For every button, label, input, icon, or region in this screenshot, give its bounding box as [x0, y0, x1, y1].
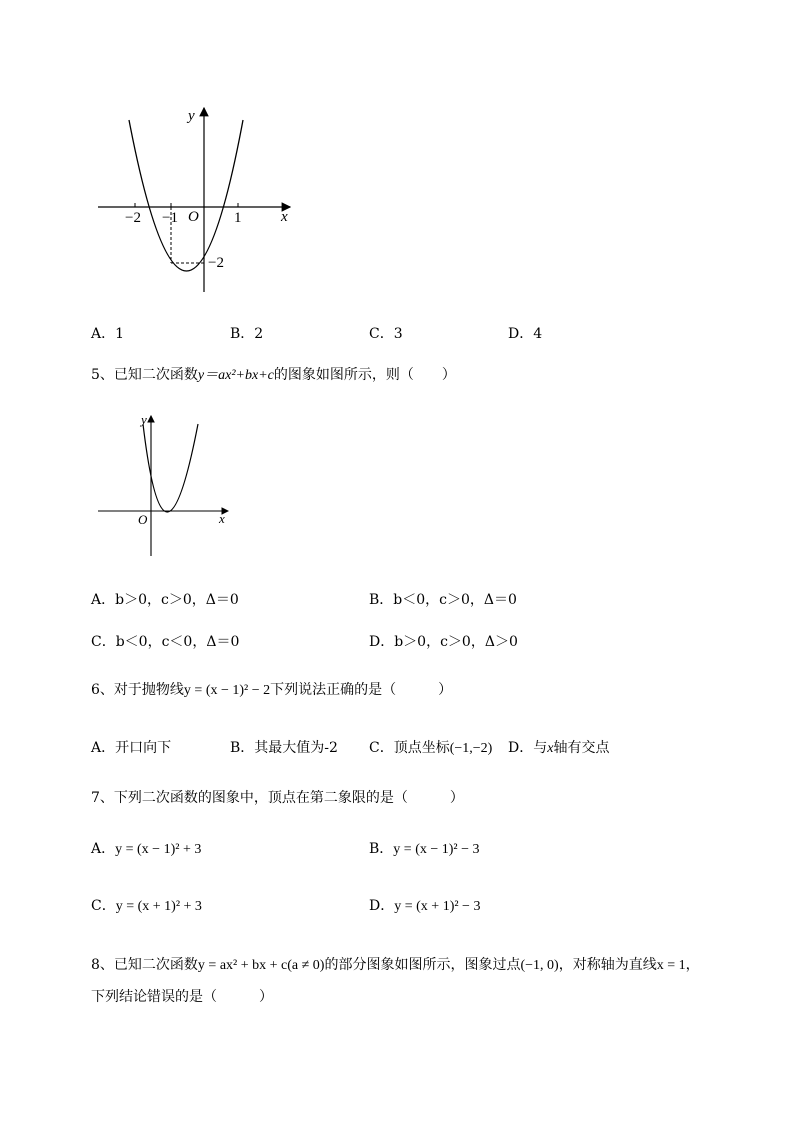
- q7-option-a: [91, 840, 201, 859]
- origin-label: O: [188, 209, 199, 225]
- q6-option-a: A．开口向下: [91, 740, 172, 756]
- q7-option-d-formula: y = (x + 1)² − 3: [394, 899, 481, 914]
- q5-option-a: A．b＞0，c＞0，Δ＝0: [91, 592, 239, 608]
- tick-label-1: 1: [234, 210, 242, 226]
- q6-option-d-var: x: [547, 741, 554, 756]
- q4-option-c: C．3: [369, 326, 403, 342]
- q5-prefix: 5、已知二次函数: [91, 367, 198, 383]
- q7-option-b-formula: y = (x − 1)² − 3: [393, 842, 480, 857]
- axis-label-x: x: [219, 511, 225, 526]
- q8-stem-line2: 下列结论错误的是（ ）: [91, 989, 273, 1005]
- q7-option-c-label: C．: [91, 898, 116, 914]
- q5-option-d: D．b＞0，c＞0，Δ＞0: [369, 634, 518, 650]
- tick-label-neg2: −2: [125, 210, 141, 226]
- q5-option-c: C．b＜0，c＜0，Δ＝0: [91, 634, 240, 650]
- q8-axis: x = 1: [656, 958, 686, 973]
- q4-option-a: A．1: [91, 326, 125, 342]
- q8-formula: y = ax² + bx + c(a ≠ 0): [197, 958, 325, 973]
- q7-option-a-label: A．: [91, 841, 116, 857]
- q7-stem: 7、下列二次函数的图象中，顶点在第二象限的是（ ）: [91, 790, 464, 806]
- q7-option-b: [369, 840, 480, 859]
- q8-mid2: ，对称轴为直线: [558, 957, 657, 973]
- q8-prefix: 8、已知二次函数: [91, 957, 198, 973]
- q6-option-d: [508, 739, 609, 758]
- axis-label-y: y: [188, 108, 195, 124]
- q6-stem: [91, 681, 452, 700]
- q5-formula: y＝ax²+bx+c: [197, 368, 274, 383]
- q6-suffix: 下列说法正确的是（ ）: [270, 682, 453, 698]
- q6-option-c: [369, 739, 492, 758]
- q6-formula: y = (x − 1)² − 2: [183, 683, 271, 698]
- figure-parabola-2: [90, 410, 240, 560]
- parabola-curve: [129, 120, 243, 271]
- q7-option-a-formula: y = (x − 1)² + 3: [115, 842, 202, 857]
- q6-option-c-formula: (−1,−2): [449, 741, 493, 756]
- axis-label-x: x: [281, 209, 288, 225]
- tick-label-neg1: −1: [162, 210, 178, 226]
- origin-label: O: [138, 512, 148, 527]
- q7-option-d: [369, 897, 480, 916]
- figure-parabola-1: [88, 100, 308, 310]
- q7-option-c-formula: y = (x + 1)² + 3: [115, 899, 202, 914]
- value-label-neg2: −2: [208, 255, 224, 271]
- q6-prefix: 6、对于抛物线: [91, 682, 184, 698]
- q8-mid: 的部分图象如图所示，图象过点: [324, 957, 521, 973]
- q6-option-c-text: C．顶点坐标: [369, 740, 450, 756]
- q6-option-b: B．其最大值为-2: [230, 740, 338, 756]
- q7-option-c: [91, 897, 202, 916]
- q4-option-b: B．2: [230, 326, 264, 342]
- q7-option-b-label: B．: [369, 841, 394, 857]
- q4-option-d: D．4: [508, 326, 543, 342]
- q7-option-d-label: D．: [369, 898, 395, 914]
- q8-tail: ，: [685, 957, 700, 973]
- q5-stem: [91, 366, 456, 385]
- axis-label-y: y: [141, 412, 147, 427]
- q5-option-b: B．b＜0，c＞0，Δ＝0: [369, 592, 517, 608]
- q6-option-d-text: D．与: [508, 740, 548, 756]
- q6-option-d-tail: 轴有交点: [553, 740, 610, 756]
- q8-stem-line1: [91, 956, 700, 975]
- q5-suffix: 的图象如图所示，则（ ）: [273, 367, 456, 383]
- q8-point: (−1, 0): [520, 958, 559, 973]
